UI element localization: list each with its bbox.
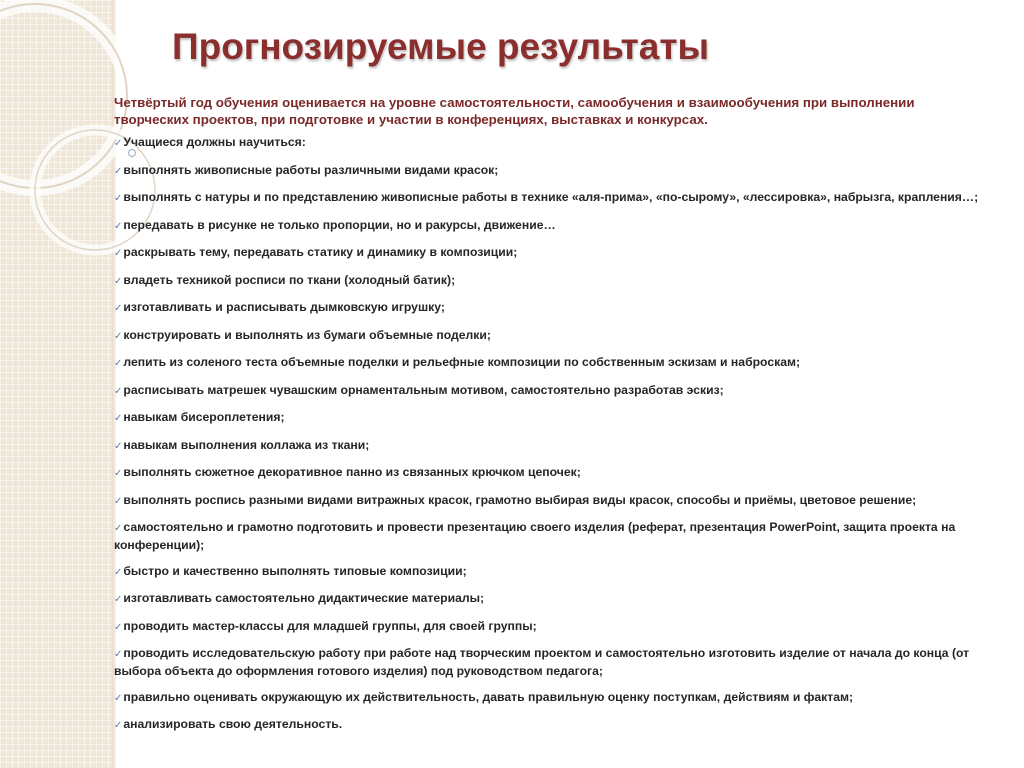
check-icon: ✓ <box>114 649 123 660</box>
check-icon: ✓ <box>114 413 123 424</box>
list-item-text: навыкам выполнения коллажа из ткани; <box>123 437 370 452</box>
list-item-text: Учащиеся должны научиться: <box>123 135 306 149</box>
list-item-text: конструировать и выполнять из бумаги объемные поделки; <box>123 327 491 342</box>
list-item-text: лепить из соленого теста объемные поделки и рельефные композиции по собственным эскизам и наброскам; <box>123 355 801 369</box>
list-item <box>114 299 988 317</box>
results-list <box>114 134 988 734</box>
check-icon: ✓ <box>114 275 123 287</box>
list-item-text: изготавливать самостоятельно дидактические материалы; <box>123 591 485 605</box>
list-item-text: правильно оценивать окружающую их действительность, давать правильную оценку поступкам, действиям и фактам; <box>123 689 854 704</box>
list-item-text: навыкам бисероплетения; <box>123 410 285 424</box>
check-icon: ✓ <box>114 220 123 232</box>
intro-paragraph: Четвёртый год обучения оценивается на уровне самостоятельности, самообучения и взаимообучения при выполнении творческих проектов, при подготовке и участии в конференциях, выставках и конкурсах. <box>114 95 915 127</box>
check-icon: ✓ <box>114 523 123 534</box>
list-item-text: выполнять живописные работы различными видами красок; <box>123 162 499 177</box>
check-icon: ✓ <box>114 248 123 259</box>
list-item <box>114 519 988 553</box>
list-item-text: проводить мастер-классы для младшей группы, для своей группы; <box>123 618 537 633</box>
list-item <box>114 716 988 734</box>
check-icon: ✓ <box>114 468 123 479</box>
check-icon: ✓ <box>114 193 123 204</box>
list-item <box>114 382 988 400</box>
list-item-text: проводить исследовательскую работу при работе над творческим проектом и самостоятельно изготовить изделие от начала до конца (от выбора объекта до оформления готового изделия) под руководством педагога; <box>114 646 970 678</box>
list-item <box>114 189 988 207</box>
list-item <box>114 327 988 345</box>
list-item <box>114 244 988 262</box>
list-item-text: передавать в рисунке не только пропорции, но и ракурсы, движение… <box>123 217 556 232</box>
check-icon: ✓ <box>114 594 123 605</box>
check-icon: ✓ <box>114 440 123 452</box>
check-icon: ✓ <box>114 138 123 149</box>
check-icon: ✓ <box>114 692 123 704</box>
check-icon: ✓ <box>114 566 123 578</box>
list-item <box>114 437 988 455</box>
list-item <box>114 272 988 290</box>
list-item <box>114 354 988 372</box>
list-item <box>114 217 988 235</box>
check-icon: ✓ <box>114 621 123 633</box>
check-icon: ✓ <box>114 385 123 397</box>
list-item <box>114 618 988 636</box>
list-item-text: быстро и качественно выполнять типовые композиции; <box>123 563 467 578</box>
list-item <box>114 492 988 510</box>
check-icon: ✓ <box>114 358 123 369</box>
slide-content <box>114 94 988 744</box>
list-item-text: самостоятельно и грамотно подготовить и провести презентацию своего изделия (реферат, презентация PowerPoint, защита проекта на конференции); <box>114 520 956 552</box>
check-icon: ✓ <box>114 495 123 507</box>
list-item-text: анализировать свою деятельность. <box>123 717 343 731</box>
list-item <box>114 409 988 427</box>
list-item-text: выполнять с натуры и по представлению живописные работы в технике «аля-прима», «по-сырому», «лессировка», набрызга, крапления…; <box>123 190 979 204</box>
check-icon: ✓ <box>114 720 123 731</box>
list-item <box>114 645 988 679</box>
list-item-text: владеть техникой росписи по ткани (холодный батик); <box>123 272 456 287</box>
list-item-text: расписывать матрешек чувашским орнаментальным мотивом, самостоятельно разработав эскиз; <box>123 382 724 397</box>
list-item-text: изготавливать и расписывать дымковскую игрушку; <box>123 300 445 314</box>
check-icon: ✓ <box>114 330 123 342</box>
list-item <box>114 590 988 608</box>
list-item-text: выполнять сюжетное декоративное панно из связанных крючком цепочек; <box>123 465 581 479</box>
list-item <box>114 464 988 482</box>
list-item <box>114 162 988 180</box>
list-item-text: раскрывать тему, передавать статику и динамику в композиции; <box>123 245 518 259</box>
page-title: Прогнозируемые результаты <box>172 26 710 67</box>
check-icon: ✓ <box>114 303 123 314</box>
list-item <box>114 134 988 152</box>
list-item <box>114 689 988 707</box>
list-item-text: выполнять роспись разными видами витражных красок, грамотно выбирая виды красок, способы и приёмы, цветовое решение; <box>123 492 917 507</box>
list-item <box>114 563 988 581</box>
check-icon: ✓ <box>114 165 123 177</box>
left-decorative-band <box>0 0 113 768</box>
